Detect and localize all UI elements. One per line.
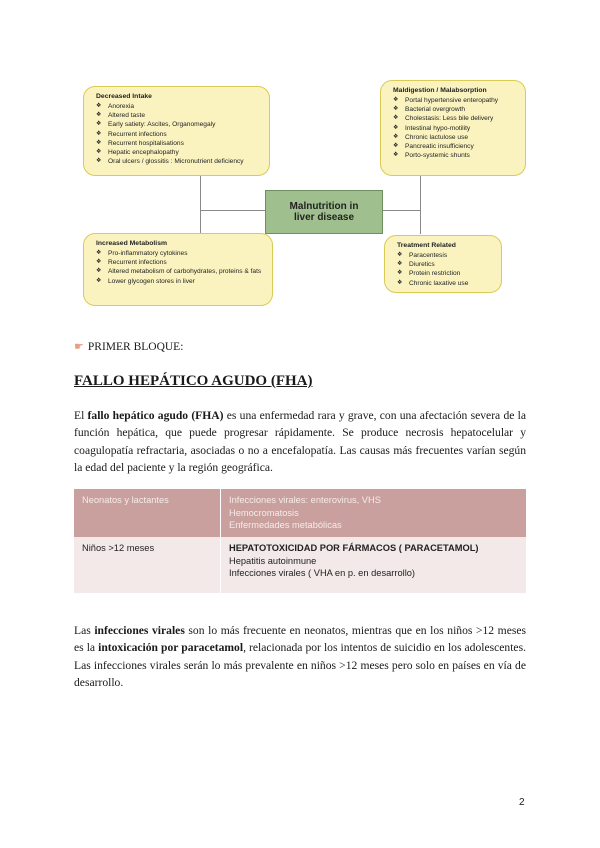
paragraph-infections (74, 622, 526, 691)
list-item: ❖ Oral ulcers / glossitis : Micronutrient deficiency (96, 157, 259, 166)
connector-horizontal-right (381, 210, 421, 211)
list-item: ❖ Recurrent infections (96, 130, 259, 139)
decreased-intake-list (96, 102, 259, 166)
paragraph-intro (74, 407, 526, 476)
list-item: ❖ Paracentesis (397, 251, 491, 260)
primer-bloque-label (74, 340, 183, 353)
list-item: ❖ Pro-inflammatory cytokines (96, 249, 262, 258)
increased-metabolism-box (83, 233, 273, 306)
list-item: ❖ Bacterial overgrowth (393, 105, 515, 114)
table-row (74, 489, 526, 537)
list-item: ❖ Early satiety: Ascites, Organomegaly (96, 120, 259, 129)
cause-line: Hepatitis autoinmune (229, 555, 317, 566)
table-cell-causes (221, 489, 527, 537)
list-item: ❖ Recurrent hospitalisations (96, 139, 259, 148)
list-item: ❖ Porto-systemic shunts (393, 151, 515, 160)
list-item: ❖ Lower glycogen stores in liver (96, 277, 262, 286)
increased-metabolism-list (96, 249, 262, 286)
page-number: 2 (519, 797, 525, 808)
list-item: ❖ Chronic lactulose use (393, 133, 515, 142)
table-row (74, 537, 526, 593)
table-cell-age: Niños >12 meses (74, 537, 221, 593)
cause-line-bold: HEPATOTOXICIDAD POR FÁRMACOS ( PARACETAMOL) (229, 543, 479, 553)
list-item: ❖ Anorexia (96, 102, 259, 111)
list-item: ❖ Intestinal hypo-motility (393, 124, 515, 133)
center-label-line1: Malnutrition in (289, 201, 359, 212)
maldigestion-box (380, 80, 526, 176)
para2-bold-2: intoxicación por paracetamol (98, 641, 244, 655)
para1-bold-term: fallo hepático agudo (FHA) (87, 409, 224, 422)
connector-vertical-left (200, 174, 201, 234)
list-item: ❖ Protein restriction (397, 269, 491, 278)
decreased-intake-box (83, 86, 270, 176)
para2-text-1: Las (74, 624, 95, 637)
connector-horizontal-left (200, 210, 265, 211)
maldigestion-title: Maldigestion / Malabsorption (393, 87, 487, 94)
connector-vertical-right (420, 176, 421, 234)
list-item: ❖ Pancreatic insufficiency (393, 142, 515, 151)
table-cell-age: Neonatos y lactantes (74, 489, 221, 537)
list-item: ❖ Hepatic encephalopathy (96, 148, 259, 157)
list-item: ❖ Diuretics (397, 260, 491, 269)
decreased-intake-title: Decreased Intake (96, 93, 152, 100)
section-title: FALLO HEPÁTICO AGUDO (FHA) (74, 373, 313, 389)
list-item: ❖ Portal hypertensive enteropathy (393, 96, 515, 105)
table-cell-causes (221, 537, 527, 593)
causes-table (74, 489, 526, 593)
cause-line: Enfermedades metabólicas (229, 520, 342, 530)
para1-text-start: El (74, 409, 88, 422)
para1-text-end: es una enfermedad rara y grave, con una afectación severa de la función hepática, que puede progresar rápidamente. Se produce necrosis hepatocelular y coagulopatía refractaria, asociadas o no a encefalopatía. Las causas más frecuentes varían según la edad del paciente y la región geográfica. (74, 409, 526, 474)
list-item: ❖ Cholestasis: Less bile delivery (393, 114, 515, 123)
treatment-related-box (384, 235, 502, 293)
cause-line: Hemocromatosis (229, 507, 299, 518)
para2-bold-1: infecciones virales (94, 624, 185, 637)
para2-text-2: son lo más frecuente en neonatos, mientras que en los niños >12 meses es la (74, 624, 527, 655)
list-item: ❖ Chronic laxative use (397, 279, 491, 288)
list-item: ❖ Altered taste (96, 111, 259, 120)
cause-line: Infecciones virales: enterovirus, VHS (229, 495, 381, 505)
maldigestion-list (393, 96, 515, 160)
malnutrition-center-box (265, 190, 383, 234)
para2-text-3: , relacionada por los intentos de suicidio en los adolescentes. Las infecciones virales serán lo más prevalente en niños >12 meses pero solo en países en vía de desarrollo. (74, 641, 526, 689)
treatment-related-title: Treatment Related (397, 242, 456, 249)
primer-bloque-text: PRIMER BLOQUE: (87, 340, 184, 353)
center-label-line2: liver disease (293, 212, 355, 223)
list-item: ❖ Recurrent infections (96, 258, 262, 267)
cause-line: Infecciones virales ( VHA en p. en desarrollo) (229, 568, 416, 578)
list-item: ❖ Altered metabolism of carbohydrates, proteins & fats (96, 267, 262, 276)
treatment-related-list (397, 251, 491, 288)
pointing-hand-icon: ☛ (74, 341, 84, 353)
increased-metabolism-title: Increased Metabolism (96, 240, 168, 247)
